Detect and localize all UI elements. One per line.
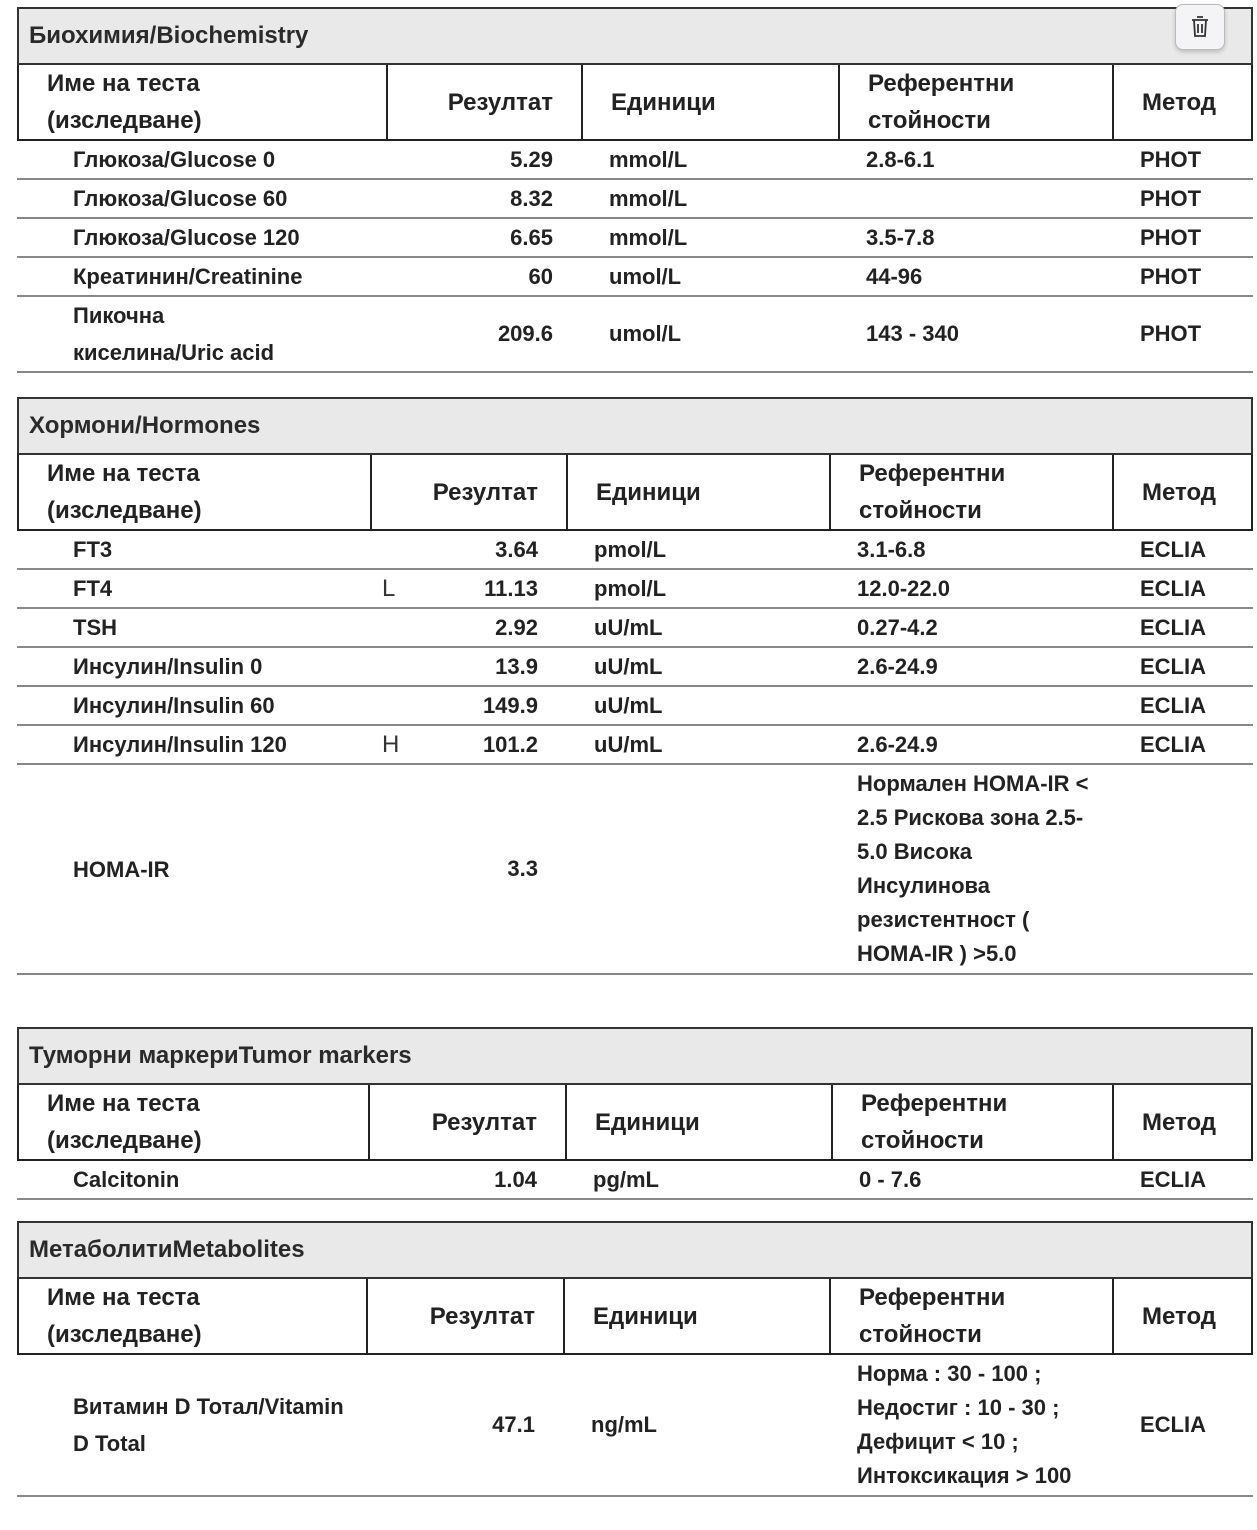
- result-value: 3.64: [495, 536, 538, 562]
- table-row: [17, 1161, 1253, 1200]
- table-row: [17, 219, 1253, 258]
- reference-range: 44-96: [866, 263, 923, 289]
- units: uU/mL: [594, 731, 663, 757]
- result-cell: [370, 648, 566, 685]
- test-name: Глюкоза/Glucose 60: [73, 186, 288, 211]
- delete-button[interactable]: [1175, 4, 1225, 50]
- column-header-name: Име на теста (изследване): [19, 1279, 368, 1353]
- reference-range: Нормален HOMA-IR < 2.5 Рискова зона 2.5-5.0 Висока Инсулинова резистентност ( HOMA-IR ) >5.0: [857, 771, 1089, 966]
- test-name: Инсулин/Insulin 60: [73, 693, 275, 718]
- result-value: 13.9: [495, 653, 538, 679]
- result-cell: [370, 765, 566, 973]
- reference-range: 2.6-24.9: [857, 731, 938, 757]
- column-header-reference: Референтни стойности: [831, 455, 1114, 529]
- result-value: 101.2: [482, 731, 538, 757]
- section-title: Хормони/Hormones: [17, 397, 1253, 455]
- result-cell: [366, 1355, 563, 1495]
- table-row: [17, 765, 1253, 975]
- units: pmol/L: [594, 575, 667, 601]
- column-header-reference: Референтни стойности: [840, 65, 1114, 139]
- method: [1112, 765, 1253, 973]
- result-value: 47.1: [492, 1412, 535, 1437]
- column-header-units: Единици: [568, 455, 831, 529]
- result-cell: [386, 141, 581, 178]
- column-header-method: Метод: [1142, 1108, 1217, 1136]
- reference-range: 2.8-6.1: [866, 146, 935, 172]
- column-headers: [17, 455, 1253, 531]
- test-name: Глюкоза/Glucose 0: [73, 147, 276, 172]
- result-value: 1.04: [494, 1166, 537, 1192]
- section-title: МетаболитиMetabolites: [17, 1221, 1253, 1279]
- column-header-method: Метод: [1142, 478, 1217, 506]
- method: ECLIA: [1140, 575, 1206, 601]
- method: PHOT: [1140, 263, 1202, 289]
- result-value: 209.6: [497, 321, 553, 346]
- column-headers: [17, 1279, 1253, 1355]
- result-value: 149.9: [482, 692, 538, 718]
- units: umol/L: [609, 321, 682, 346]
- table-row: [17, 570, 1253, 609]
- table-row: [17, 141, 1253, 180]
- units: pmol/L: [594, 536, 667, 562]
- units: umol/L: [609, 263, 682, 289]
- test-name: Инсулин/Insulin 0: [73, 654, 263, 679]
- result-value: 8.32: [510, 185, 553, 211]
- table-row: [17, 531, 1253, 570]
- test-name: Calcitonin: [73, 1167, 180, 1192]
- section-2: [17, 1027, 1253, 1200]
- column-header-result: Резултат: [370, 1085, 567, 1159]
- table-row: [17, 180, 1253, 219]
- reference-range: Норма : 30 - 100 ; Недостиг : 10 - 30 ; Дефицит < 10 ; Интоксикация > 100: [857, 1361, 1072, 1488]
- column-header-units: Единици: [583, 65, 840, 139]
- result-value: 60: [528, 263, 553, 289]
- units: mmol/L: [609, 146, 688, 172]
- table-row: [17, 648, 1253, 687]
- column-header-units: Единици: [567, 1085, 833, 1159]
- reference-range: 3.5-7.8: [866, 224, 935, 250]
- reference-range: [838, 180, 1112, 217]
- method: ECLIA: [1140, 536, 1206, 562]
- method: ECLIA: [1140, 614, 1206, 640]
- column-headers: [17, 1085, 1253, 1161]
- section-title: Биохимия/Biochemistry: [17, 7, 1253, 65]
- test-name: FT3: [73, 537, 113, 562]
- method: PHOT: [1140, 224, 1202, 250]
- column-header-reference: Референтни стойности: [831, 1279, 1114, 1353]
- result-cell: [370, 531, 566, 568]
- test-name: Глюкоза/Glucose 120: [73, 225, 300, 250]
- reference-range: 12.0-22.0: [857, 575, 950, 601]
- result-value: 5.29: [510, 146, 553, 172]
- table-row: [17, 726, 1253, 765]
- section-0: [17, 7, 1253, 373]
- units: uU/mL: [594, 614, 663, 640]
- test-name: TSH: [73, 615, 117, 640]
- column-header-method: Метод: [1142, 88, 1217, 116]
- method: PHOT: [1140, 185, 1202, 211]
- test-name: Витамин D Тотал/Vitamin D Total: [73, 1394, 344, 1456]
- reference-range: 3.1-6.8: [857, 536, 926, 562]
- method: PHOT: [1140, 321, 1202, 346]
- units: ng/mL: [591, 1412, 657, 1437]
- result-flag: L: [382, 574, 396, 602]
- result-cell: [370, 726, 566, 763]
- column-headers: [17, 65, 1253, 141]
- units: uU/mL: [594, 692, 663, 718]
- method: ECLIA: [1140, 1412, 1206, 1437]
- result-value: 11.13: [484, 575, 538, 601]
- result-value: 2.92: [495, 614, 538, 640]
- units: mmol/L: [609, 224, 688, 250]
- column-header-result: Резултат: [372, 455, 568, 529]
- test-name: Инсулин/Insulin 120: [73, 732, 287, 757]
- result-cell: [386, 297, 581, 371]
- column-header-result: Резултат: [368, 1279, 565, 1353]
- result-cell: [386, 219, 581, 256]
- units: [566, 765, 829, 973]
- result-cell: [368, 1161, 565, 1198]
- column-header-method: Метод: [1142, 1302, 1217, 1330]
- section-3: [17, 1221, 1253, 1497]
- result-value: 3.3: [507, 856, 538, 881]
- result-cell: [370, 570, 566, 607]
- column-header-units: Единици: [565, 1279, 831, 1353]
- method: ECLIA: [1140, 1166, 1206, 1192]
- table-row: [17, 609, 1253, 648]
- column-header-name: Име на теста (изследване): [19, 455, 372, 529]
- method: ECLIA: [1140, 692, 1206, 718]
- result-cell: [370, 687, 566, 724]
- section-title: Туморни маркериTumor markers: [17, 1027, 1253, 1085]
- table-row: [17, 1355, 1253, 1497]
- result-cell: [386, 180, 581, 217]
- reference-range: 2.6-24.9: [857, 653, 938, 679]
- result-cell: [370, 609, 566, 646]
- method: ECLIA: [1140, 731, 1206, 757]
- table-row: [17, 297, 1253, 373]
- test-name: FT4: [73, 576, 113, 601]
- reference-range: 143 - 340: [866, 321, 959, 346]
- test-name: Пикочна киселина/Uric acid: [73, 303, 275, 365]
- column-header-name: Име на теста (изследване): [19, 65, 388, 139]
- result-cell: [386, 258, 581, 295]
- units: mmol/L: [609, 185, 688, 211]
- table-row: [17, 687, 1253, 726]
- section-1: [17, 397, 1253, 975]
- column-header-reference: Референтни стойности: [833, 1085, 1114, 1159]
- units: uU/mL: [594, 653, 663, 679]
- test-name: Креатинин/Creatinine: [73, 264, 303, 289]
- result-flag: H: [382, 730, 400, 758]
- trash-icon: [1190, 15, 1210, 39]
- method: PHOT: [1140, 146, 1202, 172]
- reference-range: 0 - 7.6: [859, 1166, 922, 1192]
- result-value: 6.65: [510, 224, 553, 250]
- test-name: HOMA-IR: [73, 856, 170, 882]
- units: pg/mL: [593, 1166, 659, 1192]
- table-row: [17, 258, 1253, 297]
- column-header-result: Резултат: [388, 65, 583, 139]
- column-header-name: Име на теста (изследване): [19, 1085, 370, 1159]
- reference-range: 0.27-4.2: [857, 614, 938, 640]
- reference-range: [829, 687, 1112, 724]
- method: ECLIA: [1140, 653, 1206, 679]
